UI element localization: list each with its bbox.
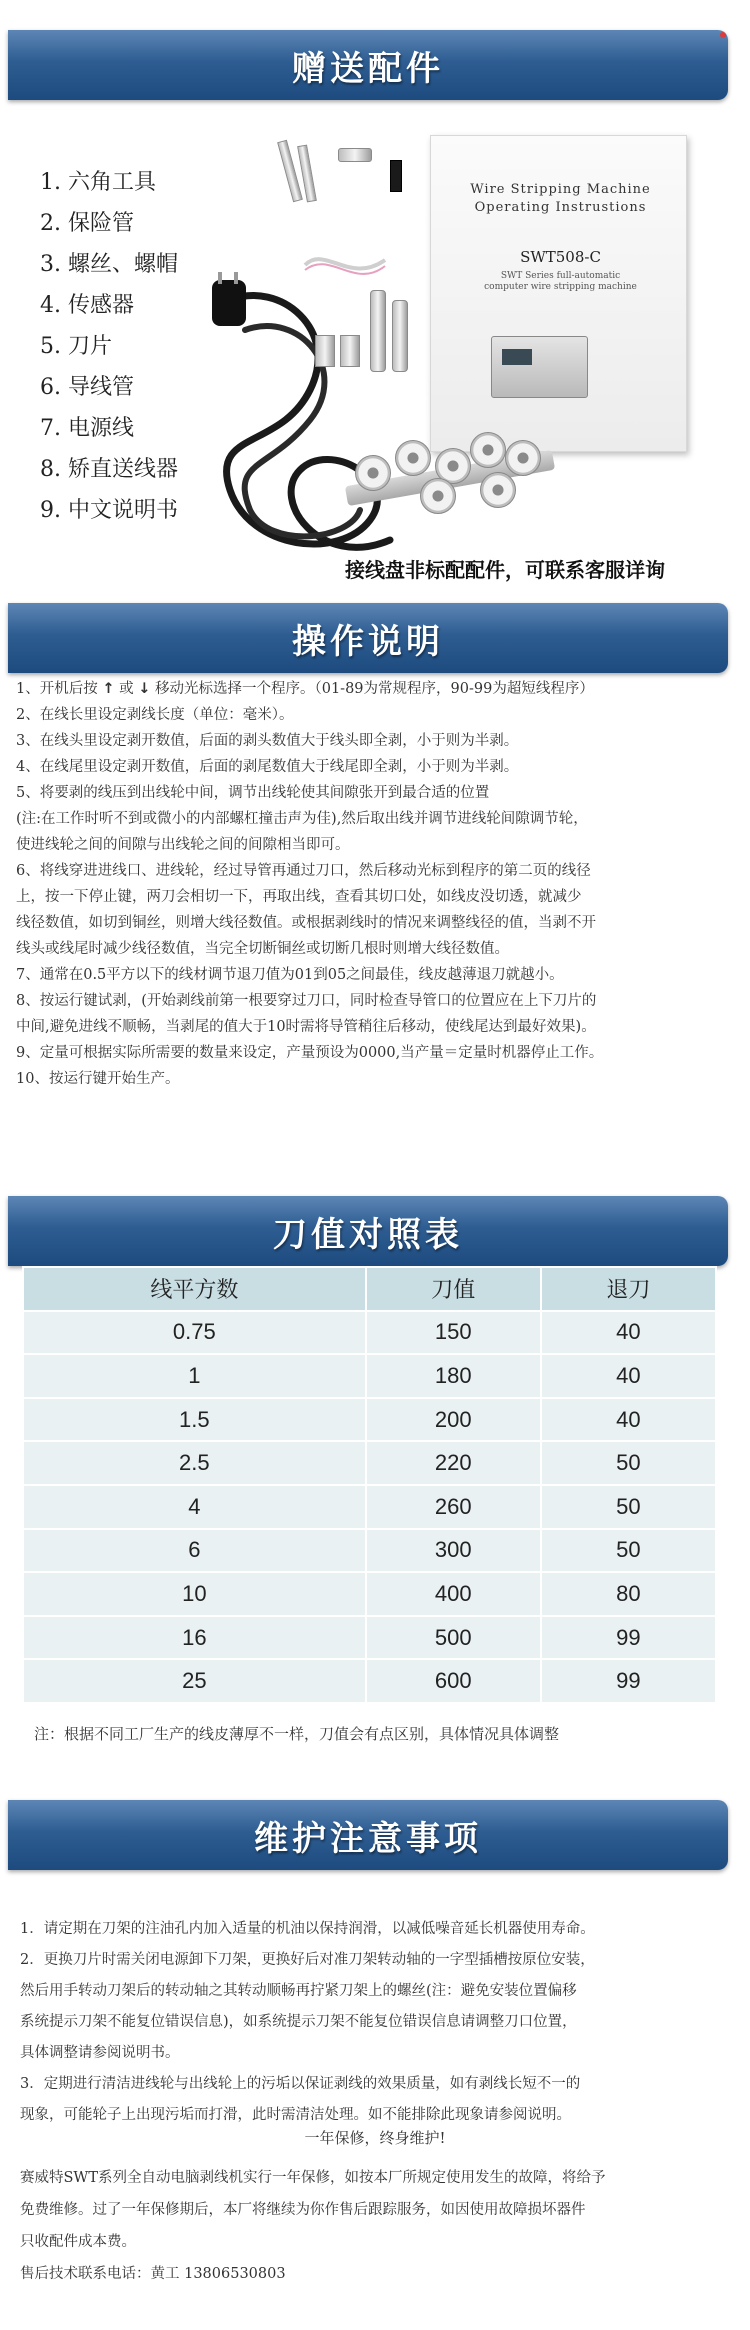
table-row — [23, 1485, 716, 1529]
sensor-icon — [300, 240, 390, 290]
accessories-banner — [8, 30, 728, 100]
blade-icon — [340, 335, 360, 367]
operation-step: 线径数值，如切到铜丝，则增大线径数值。或根据剥线时的情况来调整线径的值，当剥不开 — [16, 915, 596, 931]
table-row — [23, 1659, 716, 1703]
table-cell: 10 — [23, 1572, 366, 1616]
warranty-line: 售后技术联系电话：黄工 13806530803 — [20, 2266, 286, 2282]
warranty-line: 免费维修。过了一年保修期后，本厂将继续为你作售后跟踪服务，如因使用故障损坏器件 — [20, 2202, 586, 2218]
blade-banner — [8, 1196, 728, 1266]
straightener-roller — [355, 455, 391, 491]
operation-step: 8、按运行键试剥，(开始剥线前第一根要穿过刀口，同时检查导管口的位置应在上下刀片的 — [16, 993, 597, 1009]
operation-step: 6、将线穿进进线口、进线轮，经过导管再通过刀口，然后移动光标到程序的第二页的线径 — [16, 863, 591, 879]
table-row — [23, 1529, 716, 1573]
table-row — [23, 1311, 716, 1355]
operation-instructions — [16, 676, 731, 1092]
straightener-roller — [480, 472, 516, 508]
power-cord-icon — [190, 270, 450, 580]
table-row — [23, 1441, 716, 1485]
banner-corner-dot — [720, 32, 726, 38]
table-cell: 99 — [541, 1659, 716, 1703]
maintenance-line: 2．更换刀片时需关闭电源卸下刀架，更换好后对准刀架转动轴的一字型插槽按原位安装， — [20, 1952, 595, 1968]
table-cell: 600 — [366, 1659, 541, 1703]
accessories-title: 赠送配件 — [292, 48, 444, 89]
table-row — [23, 1572, 716, 1616]
accessory-item: 1. 六角工具 — [40, 170, 156, 195]
table-cell: 50 — [541, 1485, 716, 1529]
table-cell: 99 — [541, 1616, 716, 1660]
manual-title — [443, 181, 678, 217]
table-cell: 300 — [366, 1529, 541, 1573]
table-cell: 180 — [366, 1354, 541, 1398]
table-cell: 25 — [23, 1659, 366, 1703]
table-cell: 80 — [541, 1572, 716, 1616]
fuse-icon — [338, 148, 372, 162]
blade-title: 刀值对照表 — [273, 1214, 463, 1255]
straightener-roller — [505, 440, 541, 476]
column-header: 线平方数 — [23, 1267, 366, 1311]
table-row — [23, 1398, 716, 1442]
op-text: 1、开机后按 — [16, 681, 103, 697]
table-cell: 260 — [366, 1485, 541, 1529]
maintenance-line: 1．请定期在刀架的注油孔内加入适量的机油以保持润滑，以减低噪音延长机器使用寿命。 — [20, 1921, 595, 1937]
table-row — [23, 1616, 716, 1660]
accessory-item: 2. 保险管 — [40, 211, 134, 236]
accessory-note: 接线盘非标配配件，可联系客服详询 — [345, 558, 665, 582]
maintenance-line: 系统提示刀架不能复位错误信息)，如系统提示刀架不能复位错误信息请调整刀口位置， — [20, 2014, 577, 2030]
blade-icon — [315, 335, 335, 367]
warranty-title: 一年保修，终身维护! — [304, 2129, 446, 2147]
arrow-down-icon: ↓ — [138, 681, 151, 697]
manual-subtitle — [443, 271, 678, 293]
manual-title-line2: Operating Instrustions — [474, 200, 647, 215]
accessory-item: 6. 导线管 — [40, 375, 134, 400]
table-cell: 40 — [541, 1354, 716, 1398]
operation-step — [16, 676, 731, 702]
maintenance-line: 现象，可能轮子上出现污垢而打滑，此时需清洁处理。如不能排除此现象请参阅说明。 — [20, 2107, 571, 2123]
manual-subtitle-line1: SWT Series full-automatic — [500, 271, 621, 281]
operation-step: 7、通常在0.5平方以下的线材调节退刀值为01到05之间最佳，线皮越薄退刀就越小。 — [16, 967, 564, 983]
table-note: 注：根据不同工厂生产的线皮薄厚不一样，刀值会有点区别，具体情况具体调整 — [34, 1725, 560, 1743]
table-header-row — [23, 1267, 716, 1311]
maintenance-line: 然后用手转动刀架后的转动轴之其转动顺畅再拧紧刀架上的螺丝(注：避免安装位置偏移 — [20, 1983, 577, 1999]
accessory-item: 5. 刀片 — [40, 334, 112, 359]
maintenance-title: 维护注意事项 — [254, 1818, 482, 1859]
operation-step: 3、在线头里设定剥开数值，后面的剥头数值大于线头即全剥，小于则为半剥。 — [16, 733, 519, 749]
table-cell: 400 — [366, 1572, 541, 1616]
operation-title: 操作说明 — [292, 621, 444, 662]
operation-step: 使进线轮之间的间隙与出线轮之间的间隙相当即可。 — [16, 837, 350, 853]
table-cell: 200 — [366, 1398, 541, 1442]
guide-tube-icon — [370, 290, 386, 372]
straightener-roller — [470, 432, 506, 468]
accessories-list — [40, 162, 178, 531]
arrow-up-icon: ↑ — [102, 681, 115, 697]
table-cell: 40 — [541, 1398, 716, 1442]
table-row — [23, 1354, 716, 1398]
table-cell: 50 — [541, 1529, 716, 1573]
accessory-item: 8. 矫直送线器 — [40, 457, 178, 482]
straightener-roller — [395, 440, 431, 476]
manual-subtitle-line2: computer wire stripping machine — [484, 282, 637, 292]
manual-model: SWT508-C — [520, 248, 601, 266]
operation-banner — [8, 603, 728, 673]
warranty-text — [20, 2162, 730, 2290]
table-cell: 1.5 — [23, 1398, 366, 1442]
straightener-roller — [420, 478, 456, 514]
table-cell: 50 — [541, 1441, 716, 1485]
op-text: 移动光标选择一个程序。（01-89为常规程序，90-99为超短线程序） — [150, 681, 594, 697]
operation-step: 4、在线尾里设定剥开数值，后面的剥尾数值大于线尾即全剥，小于则为半剥。 — [16, 759, 519, 775]
manual-title-line1: Wire Stripping Machine — [470, 182, 651, 197]
table-cell: 220 — [366, 1441, 541, 1485]
table-cell: 16 — [23, 1616, 366, 1660]
guide-tube-icon — [392, 300, 408, 372]
table-cell: 1 — [23, 1354, 366, 1398]
operation-step: 线头或线尾时减少线径数值，当完全切断铜丝或切断几根时则增大线径数值。 — [16, 941, 509, 957]
maintenance-line: 具体调整请参阅说明书。 — [20, 2045, 180, 2061]
operation-step: (注:在工作时听不到或微小的内部螺杠撞击声为佳),然后取出线并调节进线轮间隙调节轮， — [16, 811, 588, 827]
table-cell: 4 — [23, 1485, 366, 1529]
table-cell: 0.75 — [23, 1311, 366, 1355]
accessory-item: 9. 中文说明书 — [40, 498, 178, 523]
manual-booklet — [430, 135, 687, 452]
operation-step: 10、按运行键开始生产。 — [16, 1071, 180, 1087]
shop-name: 小怪是只猫 — [18, 11, 99, 30]
maintenance-line: 3．定期进行清洁进线轮与出线轮上的污垢以保证剥线的效果质量，如有剥线长短不一的 — [20, 2076, 581, 2092]
maintenance-banner — [8, 1800, 728, 1870]
operation-step: 2、在线长里设定剥线长度（单位：毫米）。 — [16, 707, 294, 723]
table-cell: 500 — [366, 1616, 541, 1660]
warranty-line: 赛威特SWT系列全自动电脑剥线机实行一年保修，如按本厂所规定使用发生的故障，将给予 — [20, 2170, 606, 2186]
accessory-item: 3. 螺丝、螺帽 — [40, 252, 178, 277]
table-cell: 6 — [23, 1529, 366, 1573]
accessory-item: 4. 传感器 — [40, 293, 134, 318]
table-cell: 150 — [366, 1311, 541, 1355]
operation-step: 上，按一下停止键，两刀会相切一下，再取出线，查看其切口处，如线皮没切透，就减少 — [16, 889, 582, 905]
machine-photo — [491, 336, 588, 398]
maintenance-notes — [20, 1914, 730, 2131]
warranty-line: 只收配件成本费。 — [20, 2234, 136, 2250]
column-header: 退刀 — [541, 1267, 716, 1311]
operation-step: 5、将要剥的线压到出线轮中间，调节出线轮使其间隙张开到最合适的位置 — [16, 785, 490, 801]
operation-step: 中间,避免进线不顺畅，当剥尾的值大于10时需将导管稍往后移动，使线尾达到最好效果)。 — [16, 1019, 596, 1035]
table-cell: 2.5 — [23, 1441, 366, 1485]
column-header: 刀值 — [366, 1267, 541, 1311]
operation-step: 9、定量可根据实际所需要的数量来设定，产量预设为0000,当产量＝定量时机器停止工作。 — [16, 1045, 604, 1061]
op-text: 或 — [114, 681, 139, 697]
machine-screen — [502, 349, 532, 365]
blade-value-table — [22, 1266, 717, 1704]
accessory-item: 7. 电源线 — [40, 416, 134, 441]
table-cell: 40 — [541, 1311, 716, 1355]
screw-icon — [390, 160, 402, 192]
